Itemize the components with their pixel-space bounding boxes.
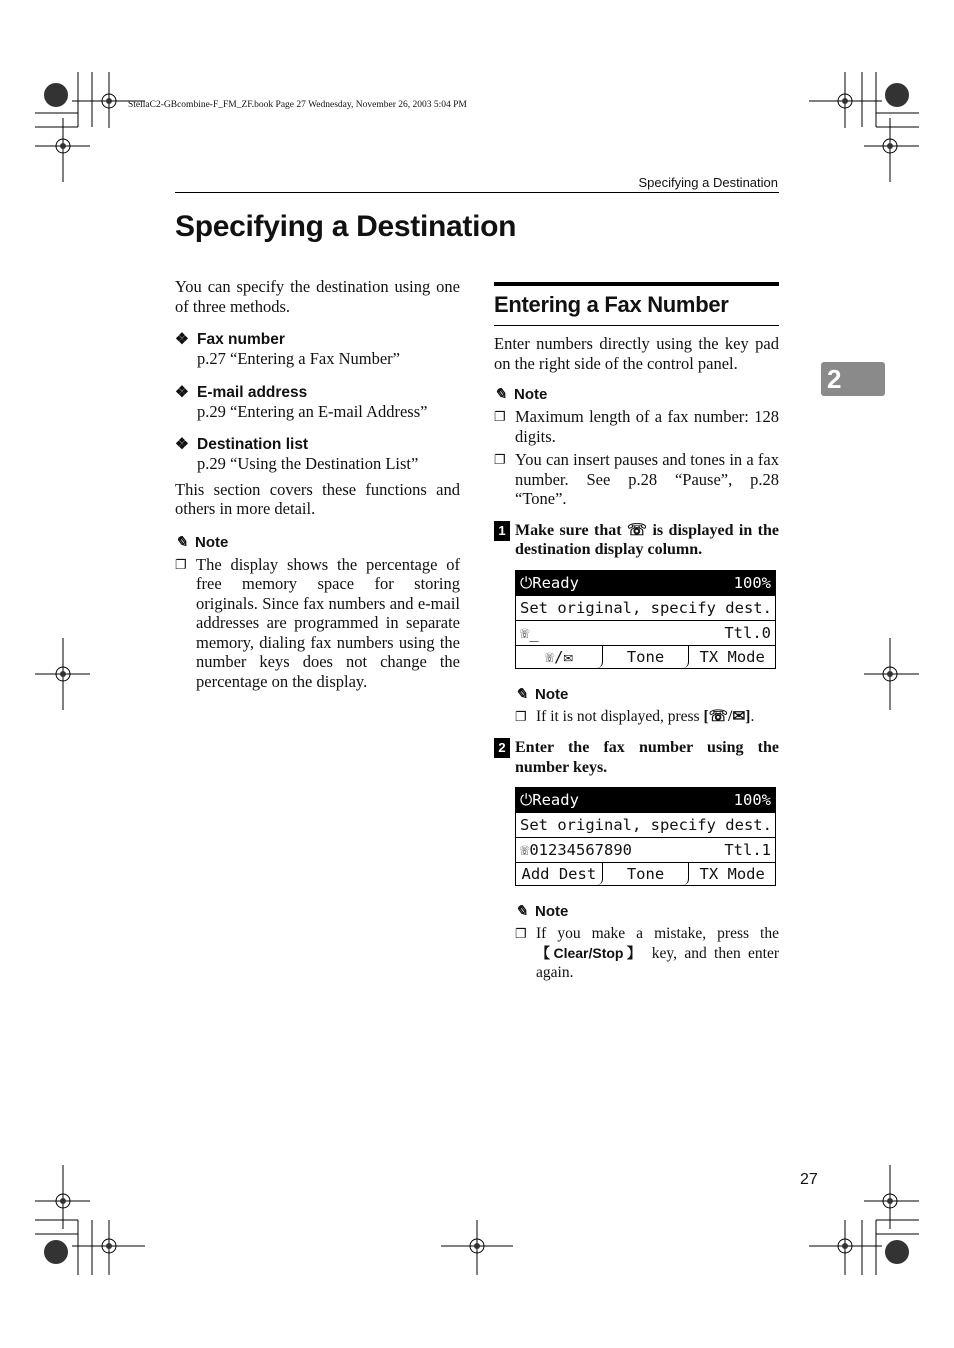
step-number: 2 [494, 738, 510, 758]
intro-text: You can specify the destination using one of three methods. [175, 277, 460, 316]
lcd-key-add-dest[interactable]: Add Dest [516, 863, 603, 885]
pencil-icon: ✎ [515, 903, 528, 920]
checkbox-bullet-icon: ❐ [515, 708, 527, 724]
lcd-memory: 100% [733, 791, 771, 809]
chapter-tab: 2 [821, 362, 885, 396]
checkbox-bullet-icon: ❐ [515, 926, 527, 941]
clear-stop-key-label: 【Clear/Stop】 [536, 944, 645, 961]
lcd-message: Set original, specify dest. [516, 813, 775, 838]
diamond-bullet-icon: ❖ [175, 331, 189, 348]
page-number: 27 [800, 1171, 818, 1188]
lcd-key-fax-email[interactable]: ☏/✉ [516, 646, 603, 668]
note-heading: Note [535, 903, 569, 920]
header-rule [175, 192, 779, 193]
power-icon: ⏻ [520, 573, 533, 592]
method-item [175, 330, 460, 369]
fax-email-key-label: [☏/✉] [703, 707, 751, 725]
lcd-key-tx-mode[interactable]: TX Mode [699, 647, 765, 666]
lcd-key-tone[interactable]: Tone [603, 863, 690, 885]
note-item: ❐ Maximum length of a fax number: 128 digits. [494, 407, 779, 446]
page-title: Specifying a Destination [175, 210, 517, 243]
checkbox-bullet-icon: ❐ [494, 452, 506, 467]
power-icon: ⏻ [520, 791, 533, 809]
method-item [175, 383, 460, 422]
phone-icon: ☏ [520, 841, 530, 859]
pencil-icon: ✎ [515, 685, 528, 703]
step-number: 1 [494, 521, 510, 541]
section-title: Entering a Fax Number [494, 282, 779, 326]
phone-icon: ☏ [520, 623, 530, 642]
step-2: 2 Enter the fax number using the number keys. [494, 738, 779, 777]
note-item: ❐ If you make a mistake, press the 【Clear/Stop】 key, and then enter again. [515, 925, 780, 981]
lcd-destination: 01234567890 [529, 841, 632, 859]
lcd-status: Ready [532, 573, 579, 592]
note-heading: Note [514, 386, 548, 403]
section-intro: Enter numbers directly using the key pad on the right side of the control panel. [494, 334, 779, 373]
note-item: ❐ The display shows the percentage of free memory space for storing originals. Since fax numbers and e-mail addresses are programmed in separate memory, dialing fax numbers using the number keys does not change the percentage on the display. [175, 554, 460, 691]
cross-reference-link[interactable]: p.29 “Using the Destination List” [197, 454, 419, 473]
lcd-message: Set original, specify dest. [516, 596, 775, 621]
diamond-bullet-icon: ❖ [175, 436, 189, 453]
method-heading: Destination list [197, 436, 309, 453]
left-column [175, 277, 460, 691]
method-item [175, 435, 460, 474]
step-1: 1 Make sure that ☏ is displayed in the destination display column. [494, 521, 779, 560]
running-head: Specifying a Destination [638, 175, 778, 190]
lcd-display [515, 570, 776, 669]
checkbox-bullet-icon: ❐ [175, 556, 187, 572]
cross-reference-link[interactable]: p.29 “Entering an E-mail Address” [197, 401, 428, 421]
pencil-icon: ✎ [175, 533, 188, 551]
phone-icon: ☏ [627, 521, 648, 539]
lcd-key-tx-mode[interactable]: TX Mode [699, 865, 765, 883]
note-heading: Note [195, 533, 229, 551]
pencil-icon: ✎ [494, 386, 507, 403]
diamond-bullet-icon: ❖ [175, 383, 189, 401]
note-item: ❐ You can insert pauses and tones in a fax number. See p.28 “Pause”, p.28 “Tone”. [494, 450, 779, 508]
print-info: StellaC2-GBcombine-F_FM_ZF.book Page 27 Wednesday, November 26, 2003 5:04 PM [128, 100, 467, 110]
checkbox-bullet-icon: ❐ [494, 409, 506, 424]
lcd-total: Ttl.0 [724, 623, 771, 642]
lcd-key-tone[interactable]: Tone [603, 646, 690, 668]
note-heading: Note [535, 685, 569, 703]
method-heading: E-mail address [197, 383, 308, 401]
right-column [494, 282, 779, 983]
lcd-status: Ready [532, 791, 579, 809]
lcd-memory: 100% [733, 573, 771, 592]
method-heading: Fax number [197, 331, 285, 348]
lcd-destination: _ [529, 623, 539, 642]
note-item: ❐ If it is not displayed, press [☏/✉]. [515, 707, 755, 725]
lcd-display [515, 787, 776, 886]
cross-reference-link[interactable]: p.27 “Entering a Fax Number” [197, 349, 400, 368]
summary-text: This section covers these functions and others in more detail. [175, 479, 460, 518]
lcd-total: Ttl.1 [724, 841, 771, 859]
